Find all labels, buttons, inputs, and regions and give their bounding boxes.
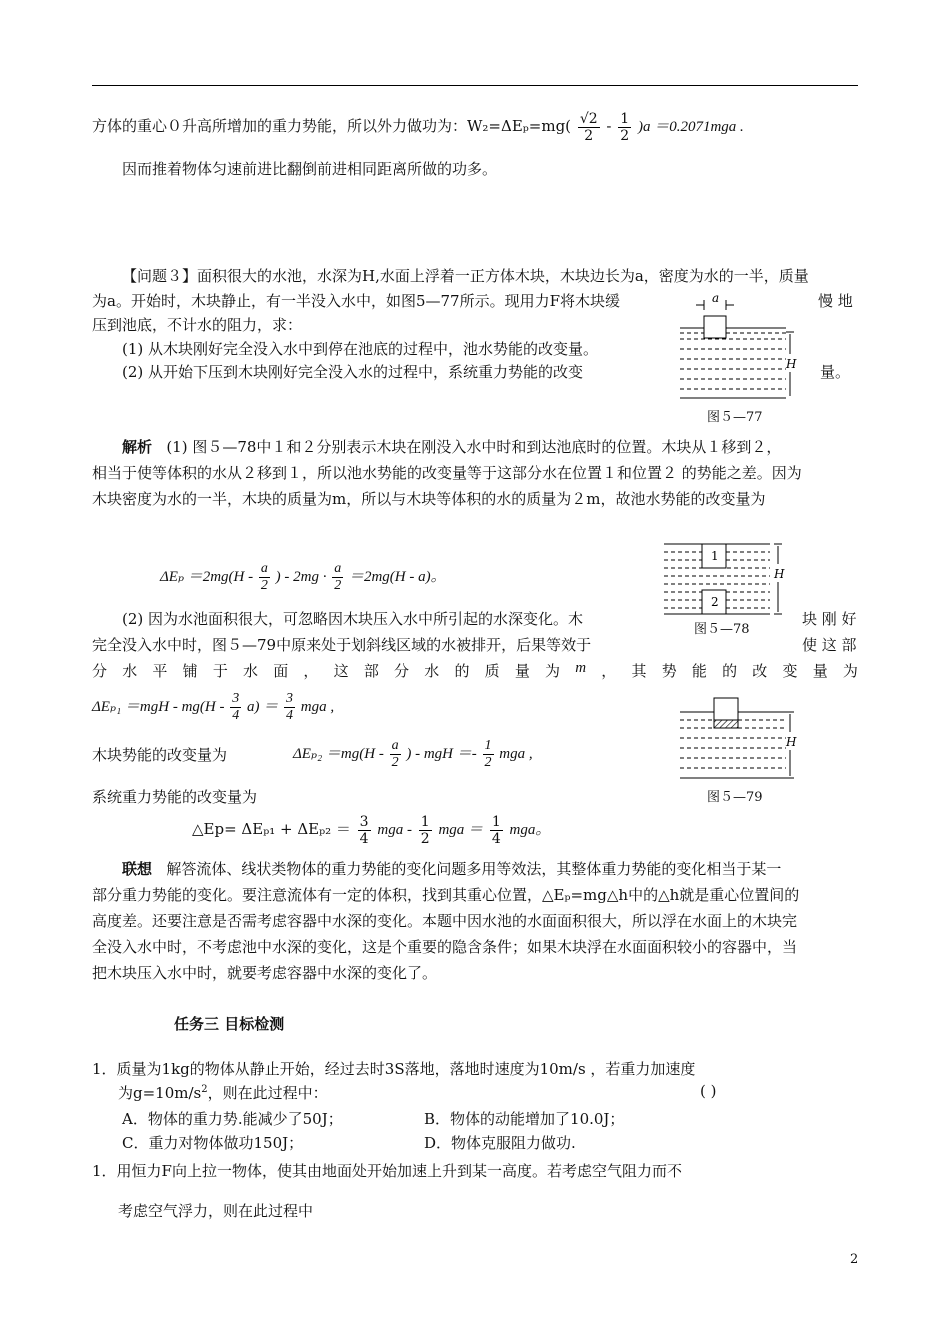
header-rule [92,85,858,86]
problem3-question1: (1) 从木块刚好完全没入水中到停在池底的过程中，池水势能的改变量。 [122,340,599,358]
fraction: $\frac{√2}{2}$ [579,110,598,144]
problem3-line2: 为a。开始时，木块静止，有一半没入水中，如图5—77所示。现用力F将木块缓 [92,292,620,310]
fraction: $\frac{1}{2}$ [420,813,430,847]
figure-5-77 [676,292,806,404]
label-position-2: 2 [711,595,719,609]
part2-line1-tail: 块 刚 好 [802,610,857,628]
fraction: $\frac{1}{2}$ [484,738,492,771]
figure-5-78 [660,540,800,620]
label-H: H [786,357,797,371]
fraction: $\frac{a}{2}$ [260,561,268,594]
question1-line2: 为$g=10m/s^2$，则在此过程中： [118,1084,328,1102]
task3-heading: 任务三 目标检测 [174,1015,285,1033]
question2-line1: 1．用恒力F向上拉一物体，使其由地面处开始加速上升到某一高度。若考虑空气阻力而不 [92,1162,682,1180]
equation-2: ΔEₚ₁ ＝mgH - mg(H - $\frac{3}{4}$ a) ＝ $\frac{3}{4}$ mga , [92,691,335,724]
equation-4: △Ep= ΔEₚ₁ + ΔEₚ₂ ＝ $\frac{3}{4}$ mga - $\frac{1}{2}$ mga ＝ $\frac{1}{4}$ mga。 [192,813,551,847]
fraction: $\frac{a}{2}$ [391,738,399,771]
figure-5-79 [676,692,806,784]
figure-5-79-caption: 图５—79 [707,790,763,805]
option-b: B．物体的动能增加了10.0J； [424,1110,625,1128]
question1-line1: 1．质量为1kg的物体从静止开始，经过去时3S落地，落地时速度为10m/s ，若重力加速度 [92,1060,696,1078]
conclusion-text: 因而推着物体匀速前进比翻倒前进相同距离所做的功多。 [122,160,498,178]
problem3-line3: 压到池底，不计水的阻力，求： [92,316,303,334]
fraction: $\frac{3}{4}$ [232,691,240,724]
equation-1: ΔEₚ ＝2mg(H - $\frac{a}{2}$ ) - 2mg · $\frac{a}{2}$ ＝2mg(H - a)。 [160,561,446,594]
part2-line2-tail: 使 这 部 [802,636,857,654]
fraction: $\frac{3}{4}$ [286,691,293,724]
fraction: $\frac{1}{2}$ [620,110,630,144]
work-formula-line: 方体的重心０升高所增加的重力势能，所以外力做功为：W₂=ΔEₚ=mg( $\frac{√2}{2}$ - $\frac{1}{2}$ )a ＝0.2071mga . [92,110,744,144]
problem3-question2: (2) 从开始下压到木块刚好完全没入水的过程中，系统重力势能的改变 [122,363,584,381]
association-line2: 部分重力势能的变化。要注意流体有一定的体积，找到其重心位置，△Eₚ=mg△h中的△h就是重心位置间的 [92,886,800,904]
solution-line1: 解析 (1) 图５—78中１和２分别表示木块在刚没入水中时和到达池底时的位置。木块从１移到２， [122,438,782,456]
association-line1: 联想 解答流体、线状类物体的重力势能的变化问题多用等效法，其整体重力势能的变化相当于某一 [122,860,782,878]
label-H: H [774,567,785,581]
page-number: 2 [850,1252,859,1267]
system-energy-label: 系统重力势能的改变量为 [92,788,258,806]
part2-line1: (2) 因为水池面积很大，可忽略因木块压入水中所引起的水深变化。木 [122,610,584,628]
answer-bracket: ( ) [700,1082,717,1100]
label-H: H [786,735,797,749]
fraction: $\frac{1}{4}$ [491,813,501,847]
solution-line3: 木块密度为水的一半，木块的质量为m，所以与木块等体积的水的质量为２m，故池水势能的改变量为 [92,490,766,508]
figure-5-78-caption: 图５—78 [694,622,750,637]
label-a: a [712,292,720,305]
fraction: $\frac{3}{4}$ [359,813,369,847]
equation-3: ΔEₚ₂ ＝mg(H - $\frac{a}{2}$ ) - mgH ＝- $\frac{1}{2}$ mga , [293,738,533,771]
option-d: D．物体克服阻力做功. [424,1134,576,1152]
figure-5-77-caption: 图５—77 [707,410,763,425]
part2-line3: 分 水 平 铺 于 水 面 ， 这 部 分 水 的 质 量 为 m ， 其 势 能 的 改 变 量 为 [92,660,858,680]
problem3-question2-tail: 量。 [820,363,851,381]
association-line4: 全没入水中时，不考虑池中水深的变化，这是个重要的隐含条件；如果木块浮在水面面积较小的容器中，当 [92,938,798,956]
option-c: C．重力对物体做功150J； [122,1134,304,1152]
fraction: $\frac{a}{2}$ [334,561,342,594]
problem3-line2-tail: 慢 地 [818,292,853,310]
label-position-1: 1 [711,549,719,563]
option-a: A．物体的重力势.能减少了50J； [122,1110,343,1128]
part2-line2: 完全没入水中时，图５—79中原来处于划斜线区域的水被排开，后果等效于 [92,636,592,654]
association-line3: 高度差。还要注意是否需考虑容器中水深的变化。本题中因水池的水面面积很大，所以浮在水面上的木块完 [92,912,798,930]
association-line5: 把木块压入水中时，就要考虑容器中水深的变化了。 [92,964,438,982]
block-energy-label: 木块势能的改变量为 [92,746,228,764]
solution-line2: 相当于使等体积的水从２移到１，所以池水势能的改变量等于这部分水在位置１和位置２ 的势能之差。因为 [92,464,802,482]
problem3-line1: 【问题３】面积很大的水池，水深为H,水面上浮着一正方体木块，木块边长为a，密度为水的一半，质量 [122,267,809,285]
question2-line2: 考虑空气浮力，则在此过程中 [118,1202,314,1220]
